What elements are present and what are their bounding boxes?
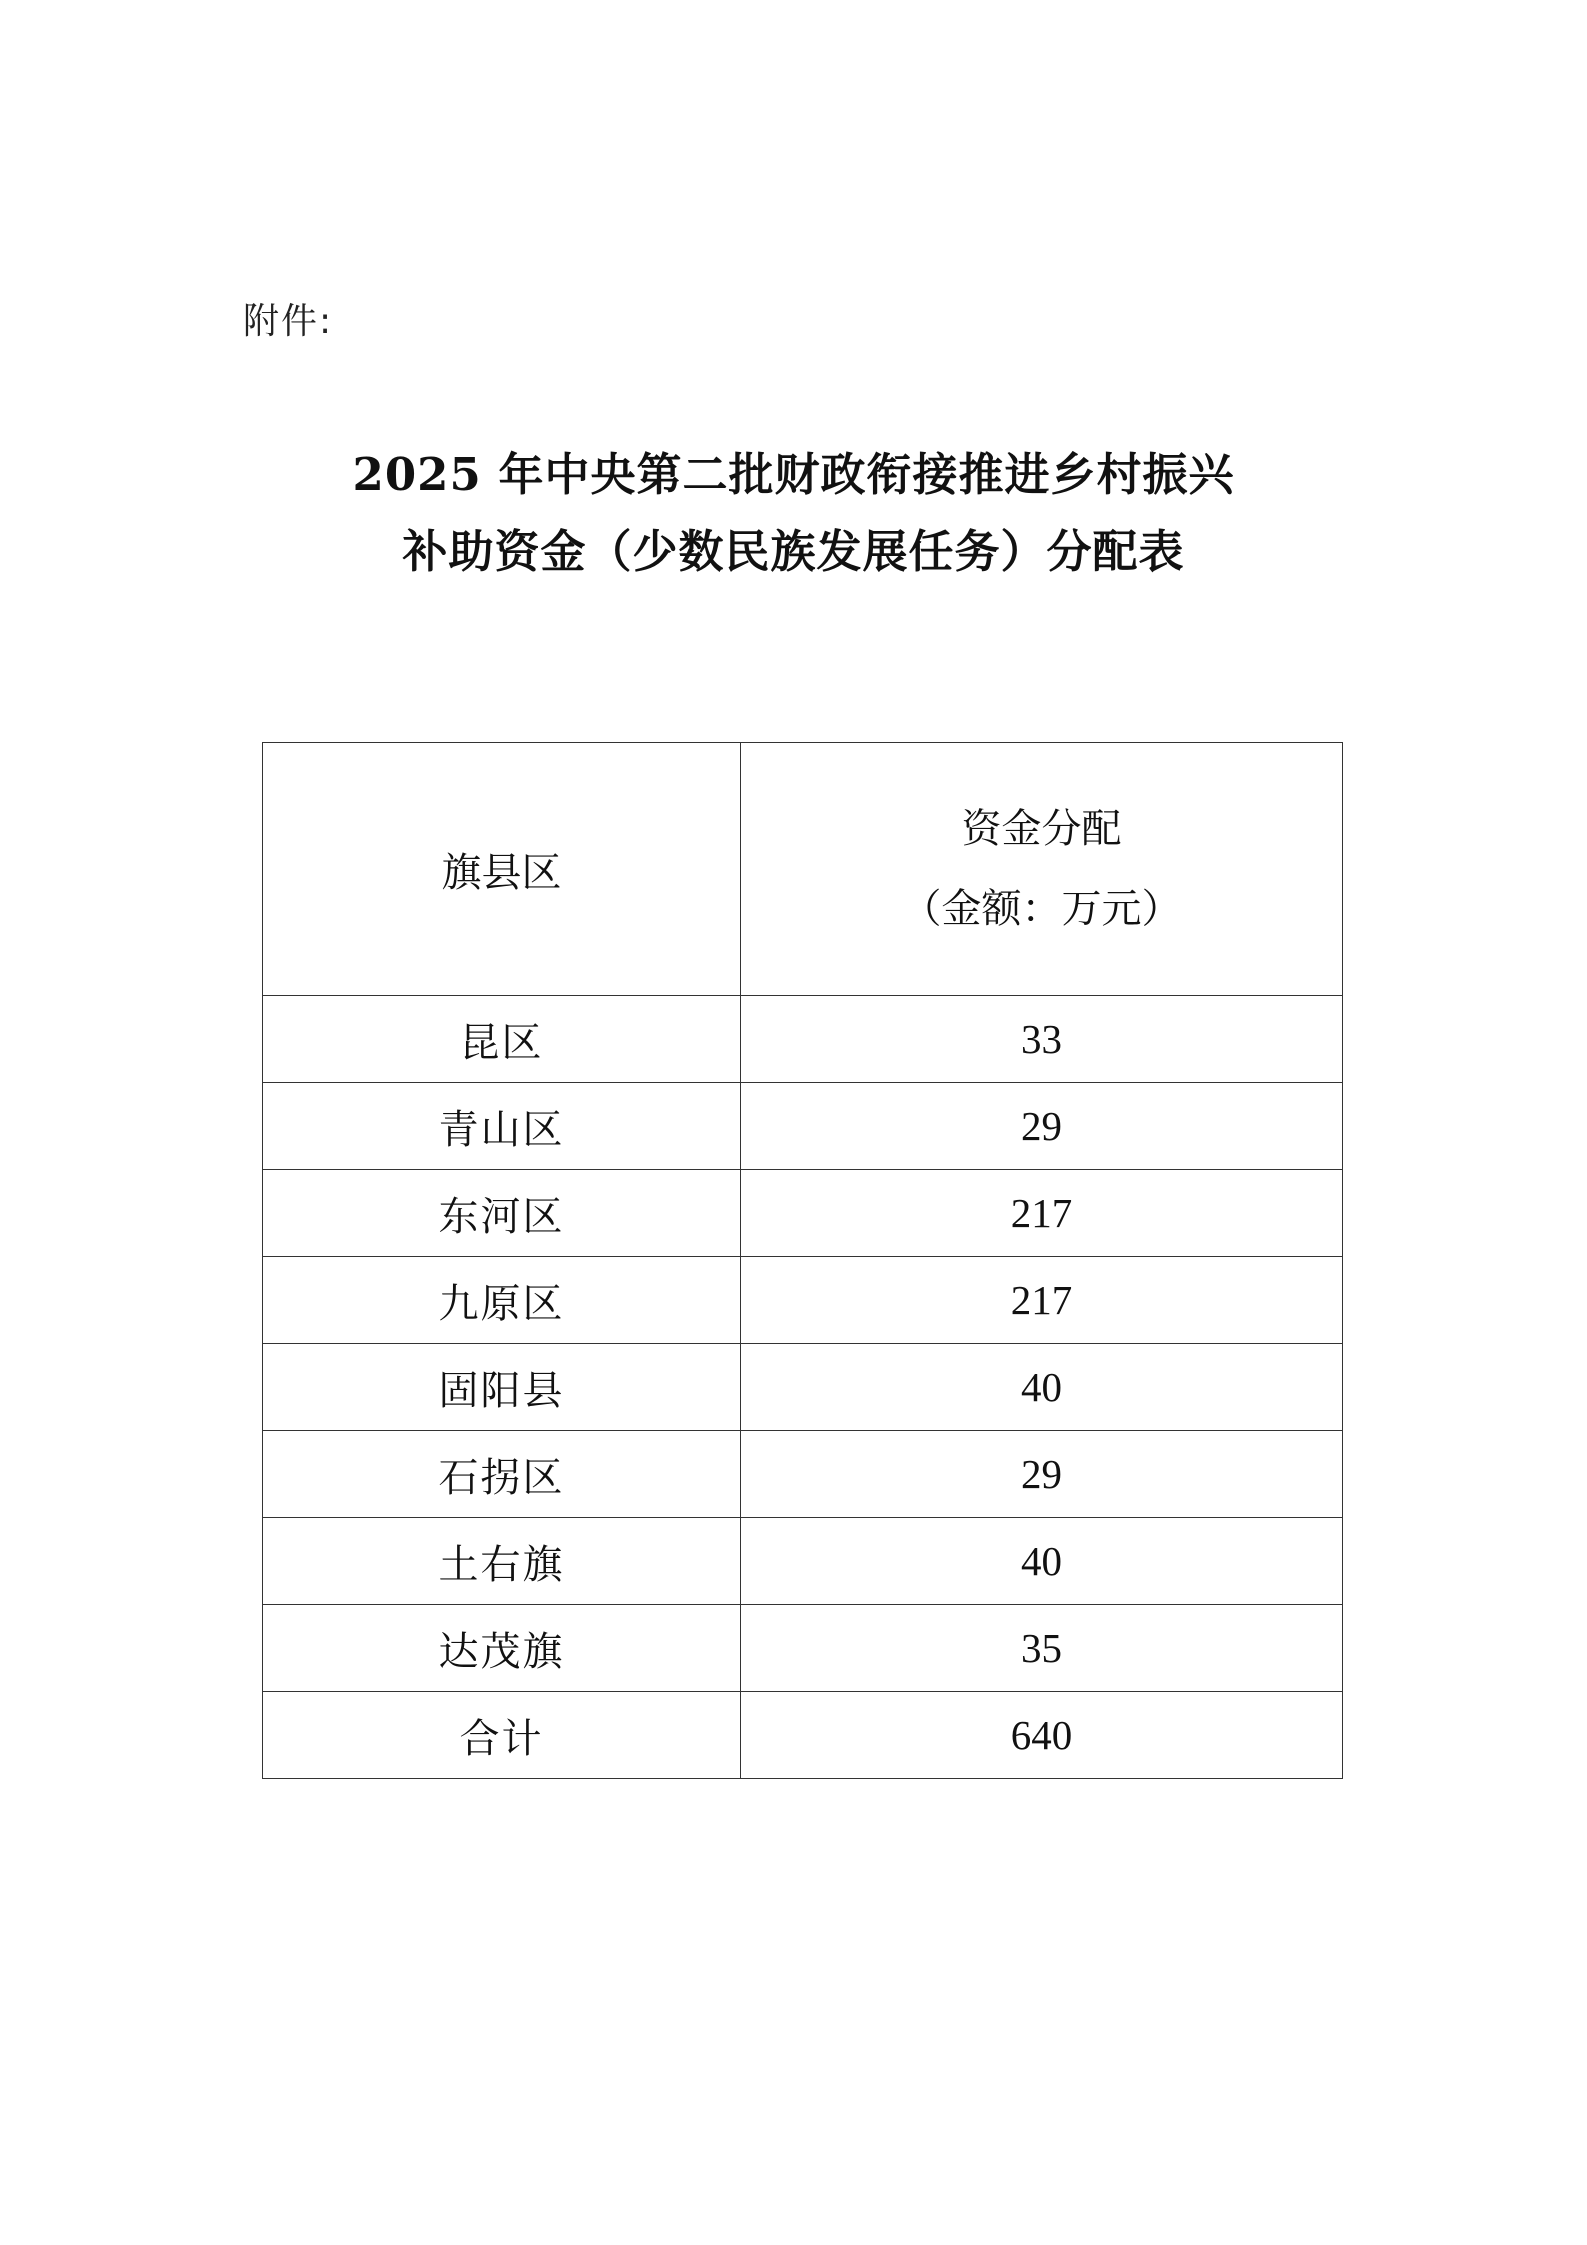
county-name: 达茂旗	[263, 1605, 741, 1692]
allocation-amount: 40	[741, 1344, 1343, 1431]
header-county: 旗县区	[263, 743, 741, 996]
allocation-amount: 217	[741, 1257, 1343, 1344]
document-title-line-2: 补助资金（少数民族发展任务）分配表	[402, 525, 1185, 578]
header-allocation-label: 资金分配	[961, 806, 1122, 852]
county-name: 东河区	[263, 1170, 741, 1257]
allocation-amount: 29	[741, 1431, 1343, 1518]
table-row	[263, 1518, 1343, 1605]
table-header-row	[263, 743, 1343, 996]
table-row	[263, 1344, 1343, 1431]
total-label: 合计	[263, 1692, 741, 1779]
table-row	[263, 1083, 1343, 1170]
county-name: 固阳县	[263, 1344, 741, 1431]
table-row	[263, 1431, 1343, 1518]
document-title-line-1: 2025 年中央第二批财政衔接推进乡村振兴	[352, 448, 1235, 501]
county-name: 土右旗	[263, 1518, 741, 1605]
allocation-amount: 40	[741, 1518, 1343, 1605]
table-row	[263, 1605, 1343, 1692]
header-allocation	[741, 743, 1343, 996]
table-row	[263, 996, 1343, 1083]
total-amount: 640	[741, 1692, 1343, 1779]
county-name: 九原区	[263, 1257, 741, 1344]
attachment-label: 附件:	[243, 301, 334, 342]
table-total-row	[263, 1692, 1343, 1779]
county-name: 石拐区	[263, 1431, 741, 1518]
allocation-amount: 35	[741, 1605, 1343, 1692]
county-name: 昆区	[263, 996, 741, 1083]
header-allocation-unit: （金额：万元）	[901, 886, 1182, 932]
table-row	[263, 1257, 1343, 1344]
allocation-amount: 29	[741, 1083, 1343, 1170]
county-name: 青山区	[263, 1083, 741, 1170]
allocation-amount: 217	[741, 1170, 1343, 1257]
table-row	[263, 1170, 1343, 1257]
allocation-amount: 33	[741, 996, 1343, 1083]
allocation-table	[262, 742, 1343, 1779]
